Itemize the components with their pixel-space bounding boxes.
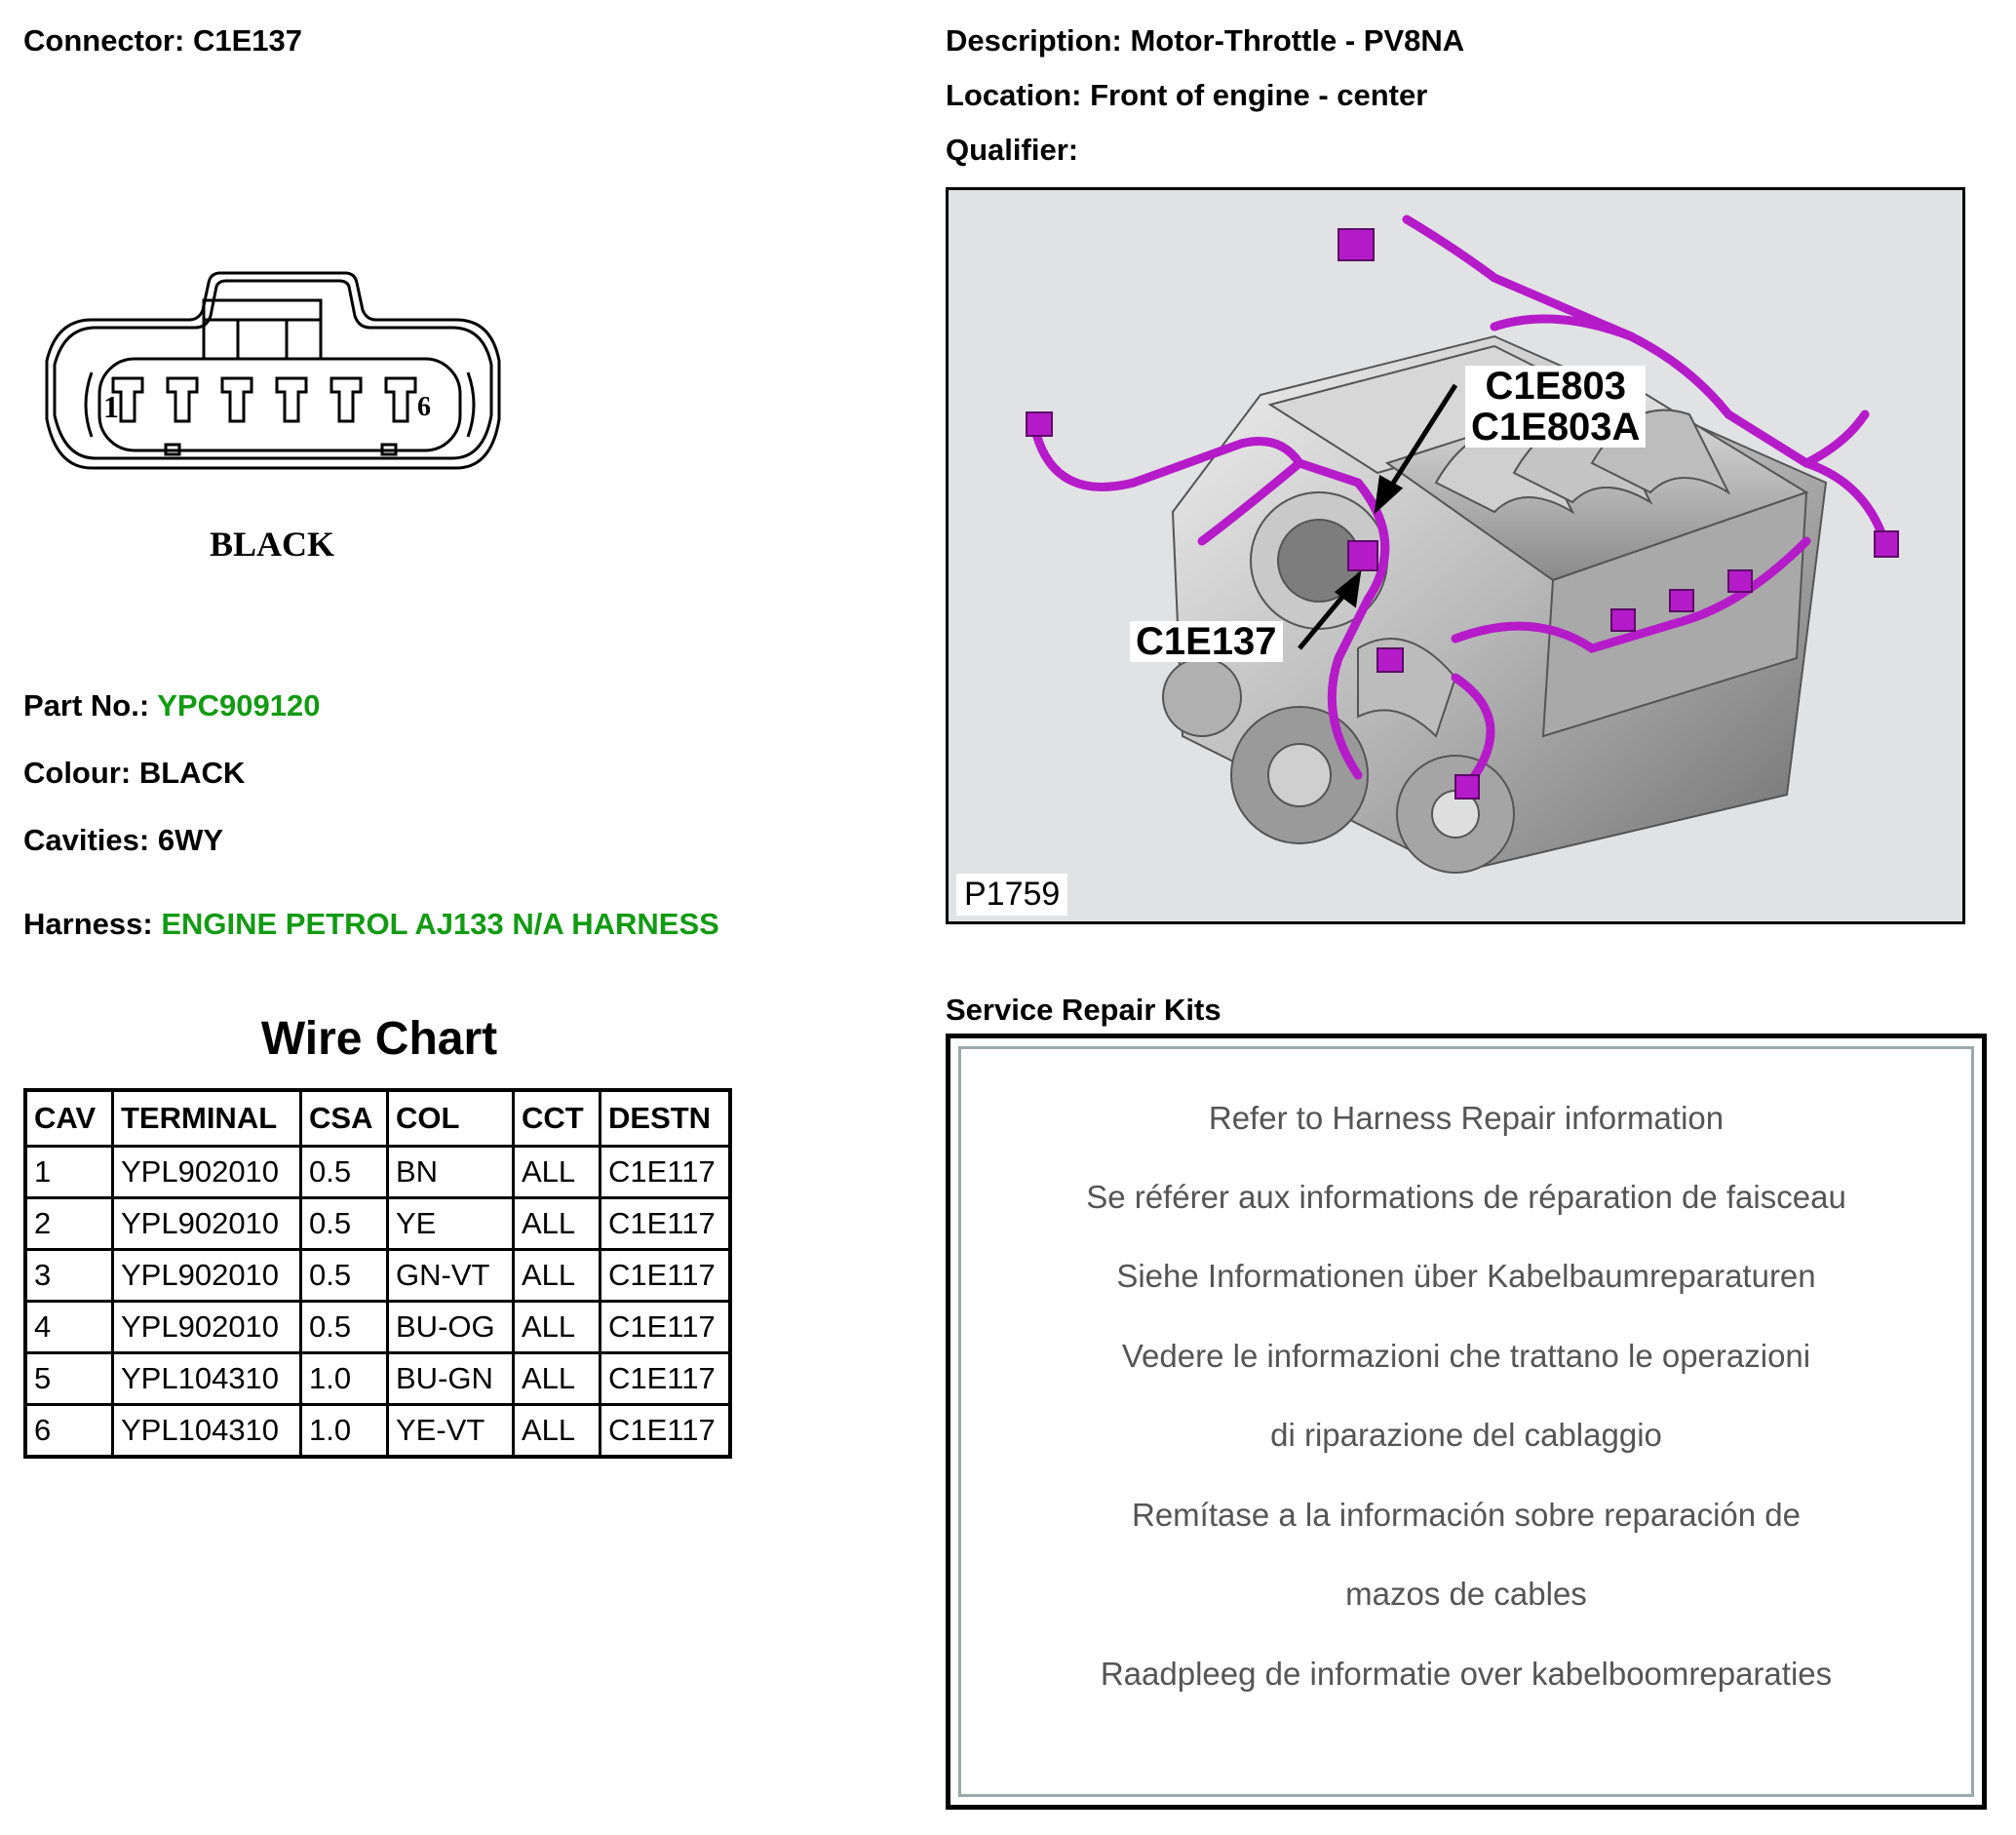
harness-link[interactable]: ENGINE PETROL AJ133 N/A HARNESS xyxy=(161,907,719,941)
kit-line-de: Siehe Informationen über Kabelbaumreparaturen xyxy=(1116,1258,1816,1294)
harness-label: Harness: xyxy=(23,907,153,941)
terminal-pin xyxy=(168,378,197,421)
kit-line-es-1: Remítase a la información sobre reparación de xyxy=(1131,1497,1802,1533)
table-row xyxy=(25,1147,730,1198)
cell-terminal: YPL104310 xyxy=(113,1353,301,1405)
connector-colour-caption: BLACK xyxy=(209,525,335,564)
service-repair-kits-inner xyxy=(958,1046,1974,1797)
cell-col: BU-OG xyxy=(388,1302,514,1353)
cell-cct: ALL xyxy=(514,1405,601,1458)
column-header-col: COL xyxy=(388,1090,514,1147)
cavities-value: 6WY xyxy=(157,823,224,857)
connector-outer-housing-inner xyxy=(55,281,491,458)
cell-col: YE-VT xyxy=(388,1405,514,1458)
terminal-pin xyxy=(222,378,252,421)
terminal-pin xyxy=(386,378,415,421)
column-header-cct: CCT xyxy=(514,1090,601,1147)
description-value: Motor-Throttle - PV8NA xyxy=(1130,23,1465,58)
kit-line-en: Refer to Harness Repair information xyxy=(1208,1100,1725,1136)
harness-row xyxy=(23,907,719,942)
service-repair-kits-box xyxy=(946,1034,1987,1810)
cell-destn: C1E117 xyxy=(601,1302,731,1353)
description-row xyxy=(946,23,1464,59)
terminal-pin xyxy=(331,378,361,421)
cell-destn: C1E117 xyxy=(601,1198,731,1250)
terminal-pins xyxy=(113,378,415,421)
wire-chart-table xyxy=(23,1088,732,1459)
table-row xyxy=(25,1198,730,1250)
connector-latch xyxy=(204,300,321,359)
table-row xyxy=(25,1353,730,1405)
description-label: Description: xyxy=(946,23,1122,58)
cell-cav: 2 xyxy=(25,1198,113,1250)
cell-csa: 1.0 xyxy=(301,1405,388,1458)
part-number-label: Part No.: xyxy=(23,688,150,722)
cell-terminal: YPL902010 xyxy=(113,1302,301,1353)
cell-csa: 0.5 xyxy=(301,1147,388,1198)
wire-chart-title: Wire Chart xyxy=(260,1013,498,1065)
cell-col: GN-VT xyxy=(388,1250,514,1302)
colour-label: Colour: xyxy=(23,756,132,790)
cell-col: BN xyxy=(388,1147,514,1198)
connector-face-diagram xyxy=(23,263,521,585)
cell-csa: 0.5 xyxy=(301,1250,388,1302)
location-value: Front of engine - center xyxy=(1090,78,1428,112)
callout-c1e803 xyxy=(1465,366,1646,448)
cavities-label: Cavities: xyxy=(23,823,150,857)
cell-terminal: YPL902010 xyxy=(113,1147,301,1198)
part-number-link[interactable]: YPC909120 xyxy=(157,688,321,722)
cell-cct: ALL xyxy=(514,1147,601,1198)
qualifier-row xyxy=(946,133,1078,168)
cell-cav: 1 xyxy=(25,1147,113,1198)
table-row xyxy=(25,1405,730,1458)
cell-cct: ALL xyxy=(514,1302,601,1353)
cell-col: YE xyxy=(388,1198,514,1250)
cell-terminal: YPL902010 xyxy=(113,1250,301,1302)
column-header-cav: CAV xyxy=(25,1090,113,1147)
cell-csa: 0.5 xyxy=(301,1302,388,1353)
image-reference-id: P1759 xyxy=(956,874,1067,916)
cell-destn: C1E117 xyxy=(601,1147,731,1198)
service-repair-kits-title: Service Repair Kits xyxy=(946,993,1221,1027)
kit-line-it-1: Vedere le informazioni che trattano le operazioni xyxy=(1121,1338,1811,1374)
column-header-terminal: TERMINAL xyxy=(113,1090,301,1147)
pin-number-last: 6 xyxy=(417,392,431,422)
callout-c1e803-label: C1E803 xyxy=(1485,365,1626,408)
colour-value: BLACK xyxy=(138,756,246,790)
pin-number-first: 1 xyxy=(103,389,119,424)
connector-heading xyxy=(23,23,302,59)
cell-cct: ALL xyxy=(514,1353,601,1405)
cell-col: BU-GN xyxy=(388,1353,514,1405)
cell-csa: 1.0 xyxy=(301,1353,388,1405)
cell-cav: 6 xyxy=(25,1405,113,1458)
cell-cct: ALL xyxy=(514,1250,601,1302)
column-header-csa: CSA xyxy=(301,1090,388,1147)
terminal-pin xyxy=(277,378,306,421)
location-row xyxy=(946,78,1427,113)
cell-destn: C1E117 xyxy=(601,1405,731,1458)
colour-row xyxy=(23,756,245,791)
part-number-row xyxy=(23,688,320,723)
cell-terminal: YPL104310 xyxy=(113,1405,301,1458)
cell-csa: 0.5 xyxy=(301,1198,388,1250)
table-row xyxy=(25,1250,730,1302)
column-header-destn: DESTN xyxy=(601,1090,731,1147)
connector-location-image xyxy=(946,187,1965,924)
cell-cav: 4 xyxy=(25,1302,113,1353)
table-row xyxy=(25,1302,730,1353)
cell-cav: 3 xyxy=(25,1250,113,1302)
cell-cct: ALL xyxy=(514,1198,601,1250)
kit-line-es-2: mazos de cables xyxy=(1345,1576,1587,1612)
location-label: Location: xyxy=(946,78,1082,112)
kit-line-fr: Se référer aux informations de réparation de faisceau xyxy=(1086,1179,1846,1215)
connector-id: C1E137 xyxy=(192,23,302,58)
qualifier-label: Qualifier: xyxy=(946,133,1079,167)
cell-cav: 5 xyxy=(25,1353,113,1405)
connector-label: Connector: xyxy=(23,23,185,58)
kit-line-nl: Raadpleeg de informatie over kabelboomreparaties xyxy=(1100,1656,1833,1692)
cell-destn: C1E117 xyxy=(601,1353,731,1405)
engine-illustration xyxy=(949,190,1962,921)
callout-c1e803a-label: C1E803A xyxy=(1471,406,1641,449)
wire-chart-header-row xyxy=(25,1090,730,1147)
cavities-row xyxy=(23,823,223,858)
cell-destn: C1E117 xyxy=(601,1250,731,1302)
connector-outer-housing xyxy=(47,273,499,468)
callout-c1e137: C1E137 xyxy=(1130,621,1283,662)
kit-line-it-2: di riparazione del cablaggio xyxy=(1270,1417,1662,1453)
cell-terminal: YPL902010 xyxy=(113,1198,301,1250)
